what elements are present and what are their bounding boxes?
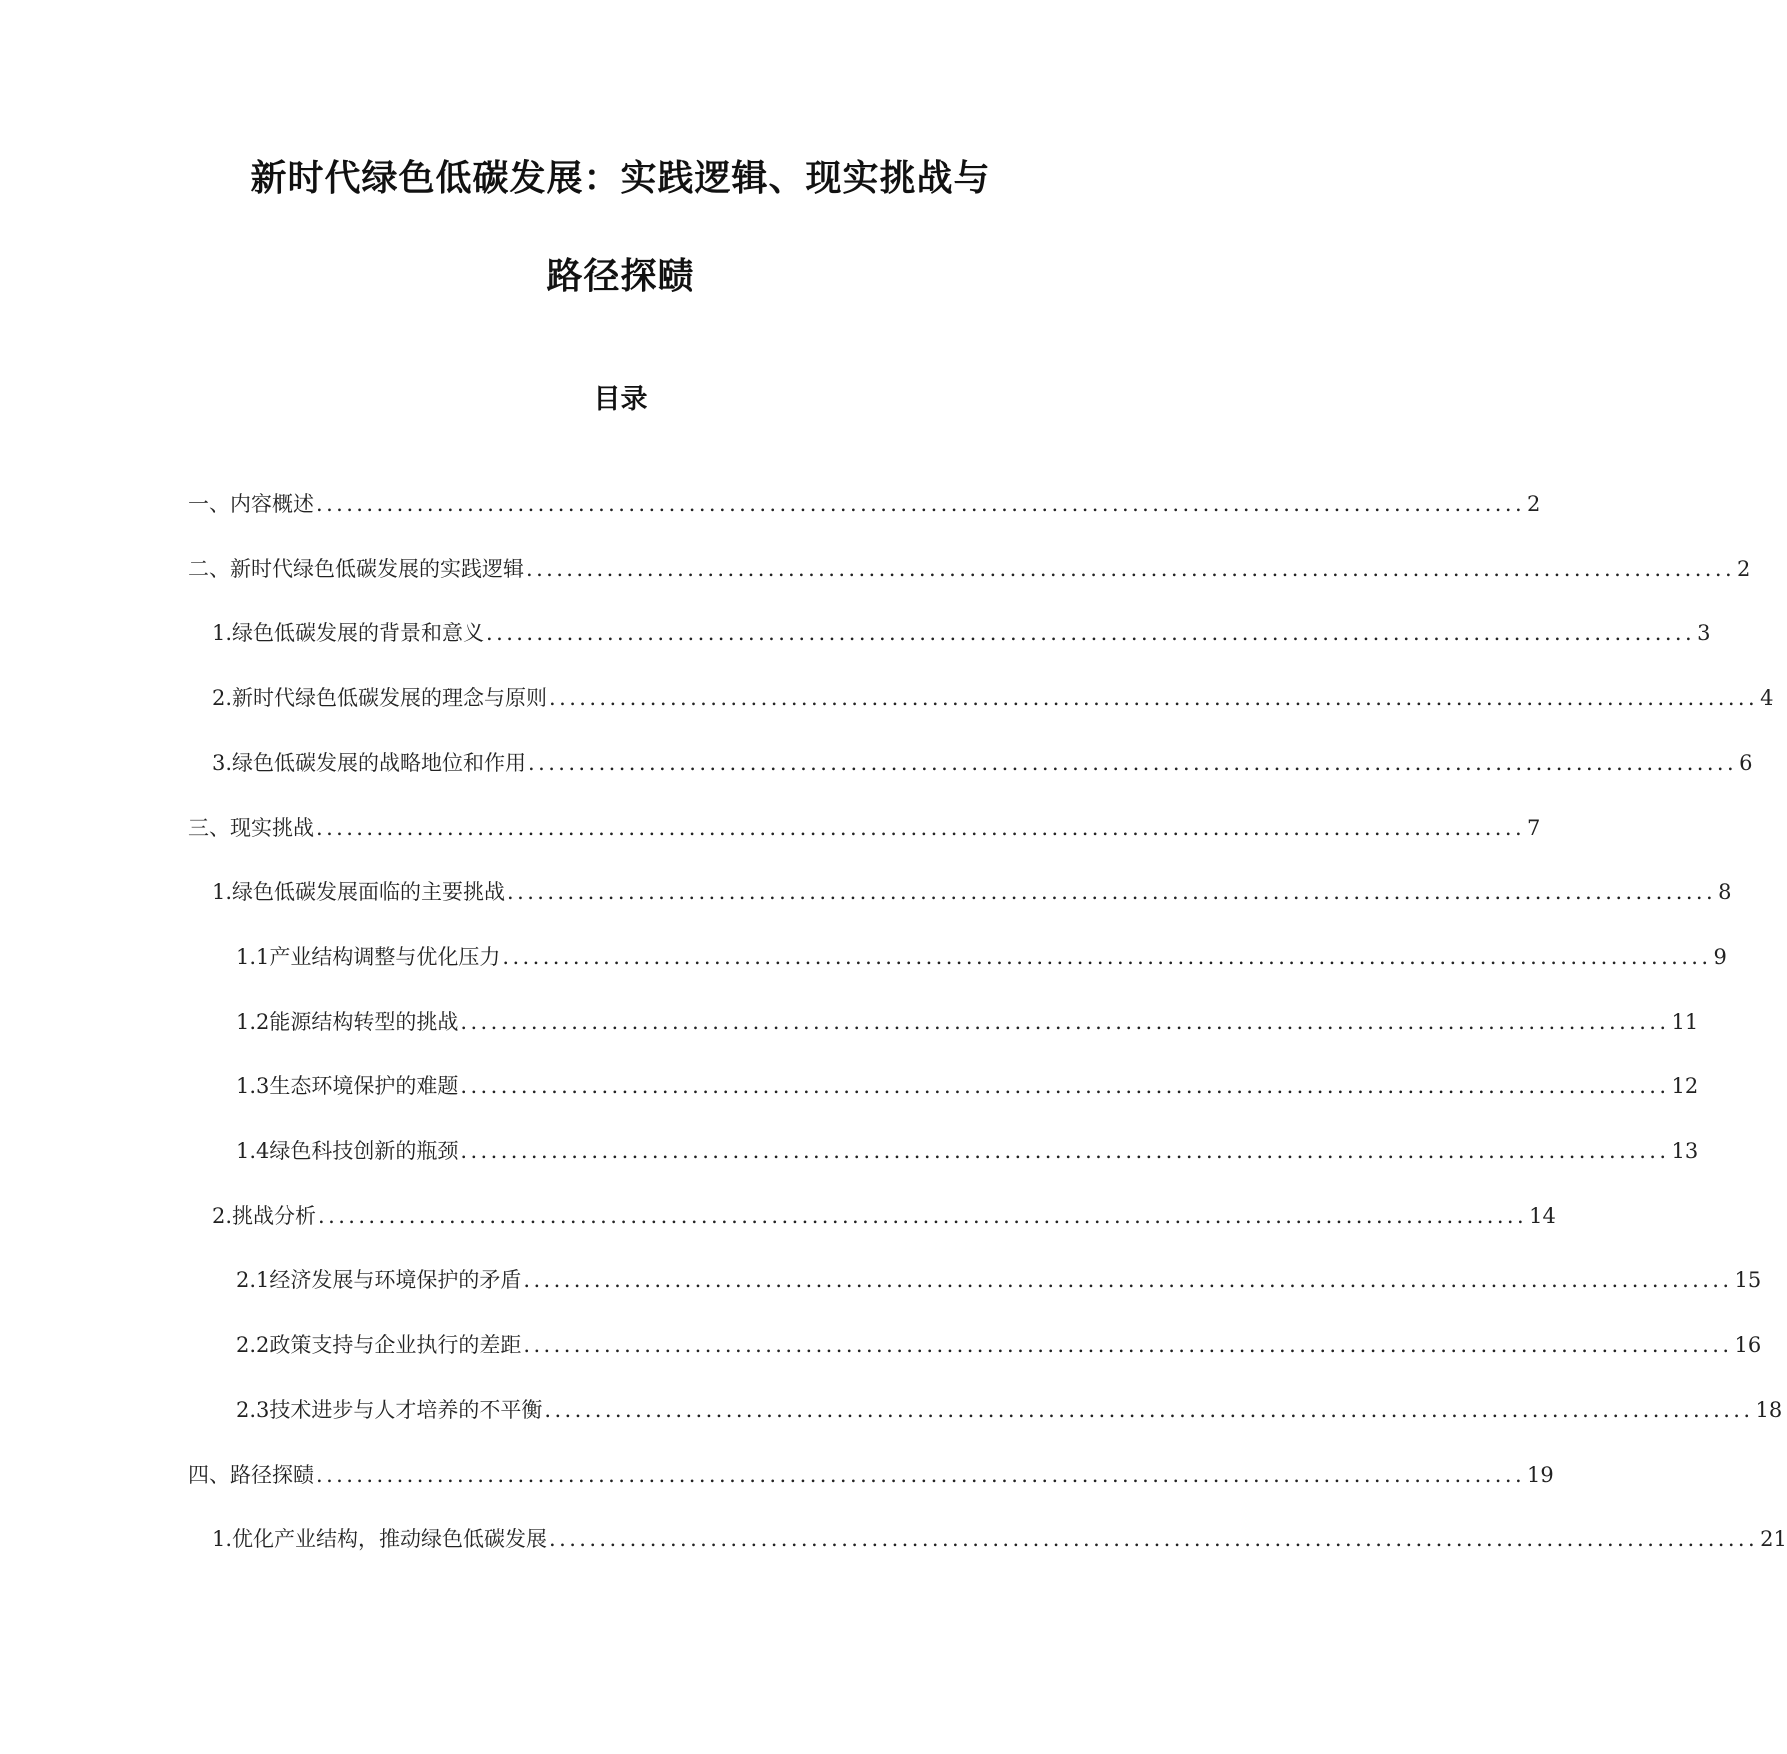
toc-entry-number: 2. bbox=[212, 1204, 233, 1228]
toc-entry-title: 政策支持与企业执行的差距 bbox=[269, 1333, 522, 1357]
toc-entry-page-number: 16 bbox=[1734, 1333, 1762, 1357]
toc-dot-leader: ........................................................................................................................ bbox=[460, 1139, 1670, 1163]
toc-entry-title: 技术进步与人才培养的不平衡 bbox=[269, 1398, 543, 1422]
toc-dot-leader: ........................................................................................................................ bbox=[507, 880, 1717, 904]
toc-entry-title: 挑战分析 bbox=[232, 1204, 317, 1228]
toc-entry-page-number: 2 bbox=[1737, 557, 1751, 581]
toc-entry-page-number: 19 bbox=[1527, 1463, 1554, 1487]
toc-entry-title: 路径探赜 bbox=[230, 1463, 314, 1487]
toc-dot-leader: ........................................................................................................................ bbox=[549, 1527, 1759, 1551]
toc-entry[interactable] bbox=[236, 1265, 1762, 1295]
toc-entry-page-number: 18 bbox=[1755, 1398, 1783, 1422]
toc-entry-number: 1.1 bbox=[236, 945, 270, 969]
toc-entry[interactable] bbox=[212, 618, 1711, 648]
toc-dot-leader: ........................................................................................................................ bbox=[528, 751, 1738, 775]
toc-entry-title: 经济发展与环境保护的矛盾 bbox=[269, 1268, 522, 1292]
toc-entry-page-number: 2 bbox=[1527, 492, 1541, 516]
toc-entry[interactable] bbox=[236, 1330, 1762, 1360]
toc-entry-page-number: 7 bbox=[1527, 816, 1541, 840]
toc-dot-leader: ........................................................................................................................ bbox=[526, 557, 1736, 581]
toc-entry-title: 现实挑战 bbox=[230, 816, 314, 840]
toc-dot-leader: ........................................................................................................................ bbox=[460, 1074, 1670, 1098]
toc-dot-leader: ........................................................................................................................ bbox=[316, 816, 1526, 840]
document-title-line-2: 路径探赜 bbox=[546, 256, 695, 297]
toc-entry-title: 新时代绿色低碳发展的理念与原则 bbox=[232, 686, 548, 710]
toc-dot-leader: ........................................................................................................................ bbox=[549, 686, 1759, 710]
toc-dot-leader: ........................................................................................................................ bbox=[316, 492, 1526, 516]
toc-entry[interactable] bbox=[188, 554, 1751, 584]
toc-entry-number: 三、 bbox=[188, 816, 230, 840]
toc-entry[interactable] bbox=[188, 1460, 1554, 1490]
toc-entry-page-number: 6 bbox=[1739, 751, 1753, 775]
toc-entry-title: 优化产业结构，推动绿色低碳发展 bbox=[232, 1527, 548, 1551]
toc-entry-number: 四、 bbox=[188, 1463, 230, 1487]
toc-entry[interactable] bbox=[212, 1524, 1787, 1554]
toc-dot-leader: ........................................................................................................................ bbox=[318, 1204, 1528, 1228]
toc-entry[interactable] bbox=[212, 748, 1753, 778]
toc-entry[interactable] bbox=[236, 1136, 1699, 1166]
toc-dot-leader: ........................................................................................................................ bbox=[523, 1268, 1733, 1292]
toc-entry[interactable] bbox=[236, 1007, 1699, 1037]
toc-entry-page-number: 11 bbox=[1671, 1010, 1699, 1034]
toc-entry[interactable] bbox=[188, 813, 1541, 843]
toc-entry-page-number: 12 bbox=[1671, 1074, 1699, 1098]
toc-entry-number: 1. bbox=[212, 1527, 233, 1551]
toc-entry-title: 能源结构转型的挑战 bbox=[269, 1010, 459, 1034]
toc-entry-number: 2.2 bbox=[236, 1333, 270, 1357]
toc-dot-leader: ........................................................................................................................ bbox=[502, 945, 1712, 969]
toc-dot-leader: ........................................................................................................................ bbox=[460, 1010, 1670, 1034]
toc-entry-page-number: 15 bbox=[1734, 1268, 1762, 1292]
toc-entry[interactable] bbox=[212, 683, 1774, 713]
toc-entry-number: 1.4 bbox=[236, 1139, 270, 1163]
toc-entry-page-number: 9 bbox=[1713, 945, 1727, 969]
toc-entry-number: 1.3 bbox=[236, 1074, 270, 1098]
toc-entry-page-number: 13 bbox=[1671, 1139, 1699, 1163]
toc-entry[interactable] bbox=[188, 489, 1541, 519]
toc-entry-number: 1. bbox=[212, 621, 233, 645]
toc-entry-page-number: 14 bbox=[1529, 1204, 1556, 1228]
toc-entry-page-number: 8 bbox=[1718, 880, 1732, 904]
toc-dot-leader: ........................................................................................................................ bbox=[486, 621, 1696, 645]
document-title-line-1: 新时代绿色低碳发展：实践逻辑、现实挑战与 bbox=[250, 158, 991, 199]
toc-entry[interactable] bbox=[236, 1395, 1783, 1425]
toc-entry[interactable] bbox=[236, 942, 1727, 972]
toc-entry-title: 绿色低碳发展的战略地位和作用 bbox=[232, 751, 527, 775]
toc-entry-number: 二、 bbox=[188, 557, 230, 581]
toc-entry[interactable] bbox=[212, 1201, 1556, 1231]
toc-entry-title: 绿色低碳发展的背景和意义 bbox=[232, 621, 485, 645]
toc-entry-number: 2.3 bbox=[236, 1398, 270, 1422]
toc-dot-leader: ........................................................................................................................ bbox=[544, 1398, 1754, 1422]
toc-entry[interactable] bbox=[212, 877, 1732, 907]
toc-entry-title: 新时代绿色低碳发展的实践逻辑 bbox=[230, 557, 524, 581]
toc-entry-page-number: 21 bbox=[1760, 1527, 1787, 1551]
toc-entry-title: 绿色科技创新的瓶颈 bbox=[269, 1139, 459, 1163]
toc-entry-title: 产业结构调整与优化压力 bbox=[269, 945, 501, 969]
toc-entry-page-number: 4 bbox=[1760, 686, 1774, 710]
toc-entry[interactable] bbox=[236, 1071, 1699, 1101]
toc-entry-number: 1. bbox=[212, 880, 233, 904]
toc-heading: 目录 bbox=[593, 384, 648, 415]
toc-entry-title: 生态环境保护的难题 bbox=[269, 1074, 459, 1098]
toc-entry-number: 1.2 bbox=[236, 1010, 270, 1034]
toc-entry-title: 绿色低碳发展面临的主要挑战 bbox=[232, 880, 506, 904]
toc-entry-number: 一、 bbox=[188, 492, 230, 516]
toc-entry-title: 内容概述 bbox=[230, 492, 314, 516]
toc-dot-leader: ........................................................................................................................ bbox=[523, 1333, 1733, 1357]
toc-entry-page-number: 3 bbox=[1697, 621, 1711, 645]
toc-entry-number: 2. bbox=[212, 686, 233, 710]
toc-entry-number: 2.1 bbox=[236, 1268, 270, 1292]
toc-entry-number: 3. bbox=[212, 751, 233, 775]
toc-dot-leader: ........................................................................................................................ bbox=[316, 1463, 1526, 1487]
